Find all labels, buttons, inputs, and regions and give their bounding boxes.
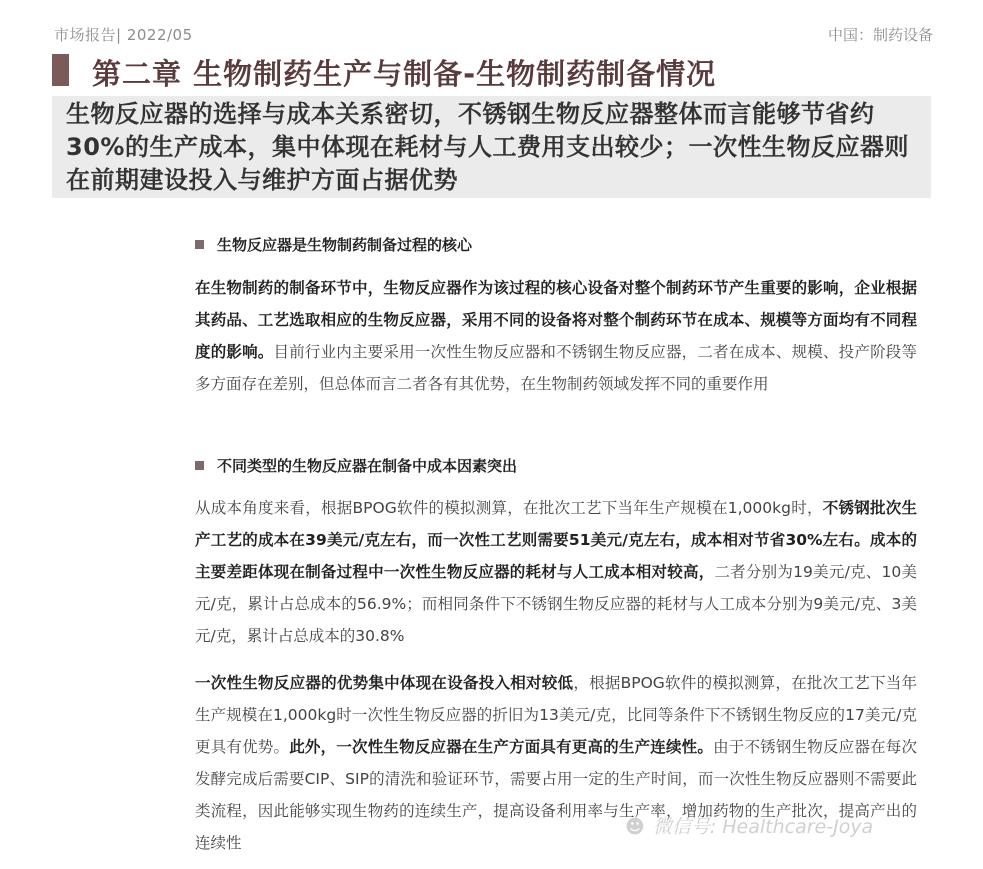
headline-box — [52, 96, 931, 198]
report-category: 中国：制药设备 — [827, 26, 933, 44]
paragraph-bold: 一次性生物反应器的优势集中体现在设备投入相对较低 — [195, 674, 574, 692]
paragraph-core — [195, 272, 917, 400]
chapter-title: 第二章 生物制药生产与制备-生物制药制备情况 — [92, 57, 717, 91]
wechat-icon: ☻ — [625, 816, 645, 838]
section-heading-cost — [195, 455, 517, 476]
headline: 生物反应器的选择与成本关系密切，不锈钢生物反应器整体而言能够节省约30%的生产成本，集中体现在耗材与人工费用支出较少；一次性生物反应器则在前期建设投入与维护方面占据优势 — [66, 100, 909, 194]
paragraph-bold: 不锈钢批次生产工艺的成本在39美元/克左右，而一次性工艺则需要51美元/克左右，成本相对节省30%左右。成本的主要差距体现在制备过程中一次性生物反应器的耗材与人工成本相对较高， — [195, 499, 917, 581]
paragraph-text: 由于不锈钢生物反应器在每次发酵完成后需要CIP、SIP的清洗和验证环节，需要占用一定的生产时间，而一次性生物反应器则不需要此类流程，因此能够实现生物药的连续生产，提高设备利用率与生产率，增加药物的生产批次，提高产出的连续性 — [195, 738, 917, 852]
paragraph-cost — [195, 492, 917, 652]
section-heading-label: 不同类型的生物反应器在制备中成本因素突出 — [217, 457, 518, 475]
watermark — [625, 812, 873, 839]
square-bullet-icon — [195, 461, 204, 470]
paragraph-bold: 此外，一次性生物反应器在生产方面具有更高的生产连续性。 — [289, 738, 714, 756]
square-bullet-icon — [195, 240, 204, 249]
paragraph-text: 目前行业内主要采用一次性生物反应器和不锈钢生物反应器，二者在成本、规模、投产阶段等多方面存在差别，但总体而言二者各有其优势，在生物制药领域发挥不同的重要作用 — [195, 343, 917, 393]
chapter-marker — [52, 54, 69, 86]
paragraph-text: ，根据BPOG软件的模拟测算，在批次工艺下当年生产规模在1,000kg时一次性生物反应器的折旧为13美元/克，比同等条件下不锈钢生物反应的17美元/克更具有优势。 — [195, 674, 917, 756]
paragraph-text: 从成本角度来看，根据BPOG软件的模拟测算，在批次工艺下当年生产规模在1,000kg时， — [195, 499, 823, 517]
report-label: 市场报告| 2022/05 — [54, 26, 193, 44]
watermark-text: 微信号: Healthcare-Joya — [652, 816, 874, 838]
paragraph-text: 二者分别为19美元/克、10美元/克，累计占总成本的56.9%；而相同条件下不锈钢生物反应器的耗材与人工成本分别为9美元/克、3美元/克，累计占总成本的30.8% — [195, 563, 917, 645]
section-heading-core — [195, 234, 472, 255]
section-heading-label: 生物反应器是生物制药制备过程的核心 — [217, 236, 473, 254]
paragraph-bold: 在生物制药的制备环节中，生物反应器作为该过程的核心设备对整个制药环节产生重要的影响，企业根据其药品、工艺选取相应的生物反应器，采用不同的设备将对整个制药环节在成本、规模等方面均有不同程度的影响。 — [195, 279, 917, 361]
